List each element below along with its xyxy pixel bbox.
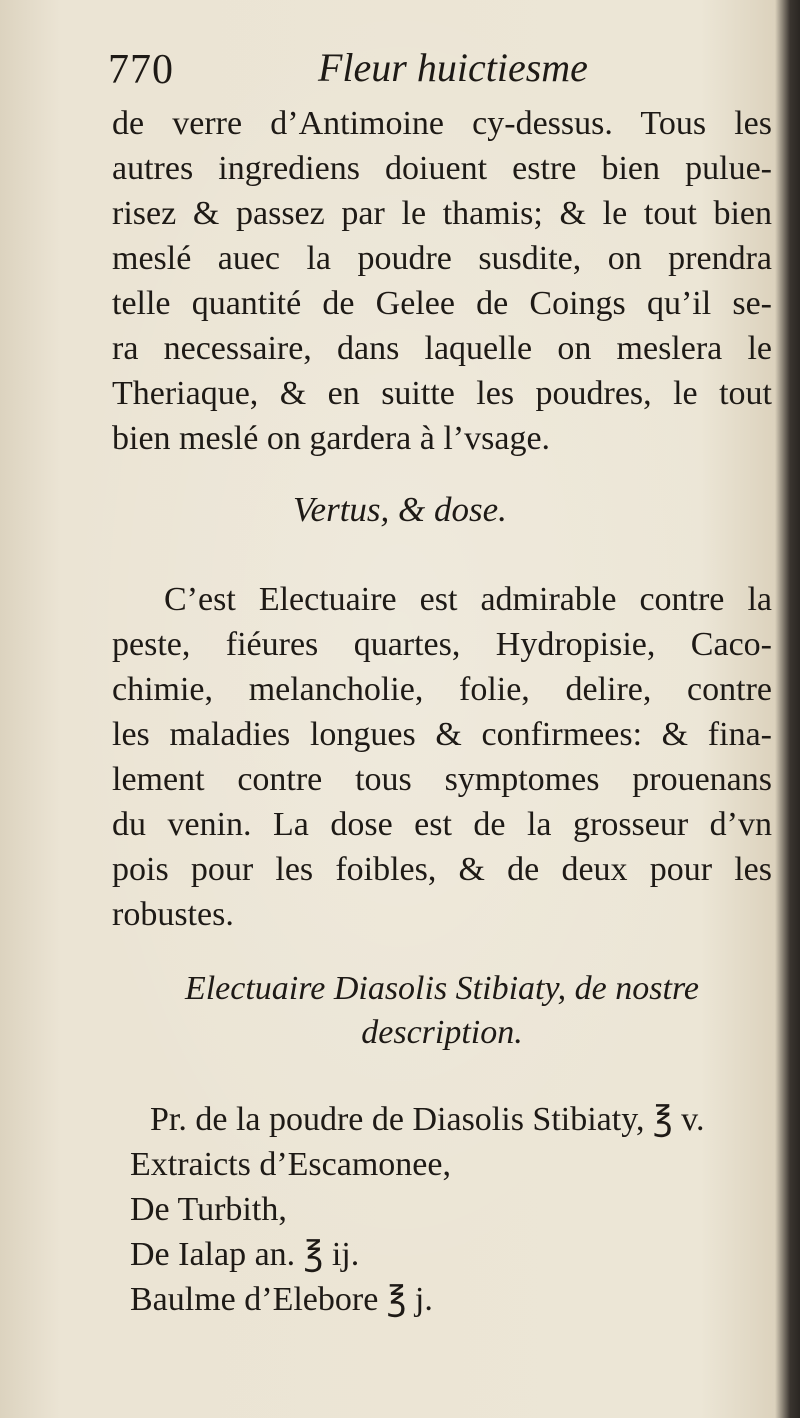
text-line: chimie, melancholie, folie, delire, contre	[112, 671, 772, 708]
text-line: C’est Electuaire est admirable contre la	[164, 581, 772, 618]
recipe-item: De Ialap an. ℥ ij.	[130, 1236, 360, 1273]
text-line: risez & passez par le thamis; & le tout bien	[112, 195, 772, 232]
text-line: lement contre tous symptomes prouenans	[112, 761, 772, 798]
text-line: autres ingrediens doiuent estre bien pulue-	[112, 150, 772, 187]
text-line: meslé auec la poudre susdite, on prendra	[112, 240, 772, 277]
running-head: Fleur huictiesme	[318, 45, 588, 90]
text-line: ra necessaire, dans laquelle on meslera le	[112, 330, 772, 367]
text-line: Theriaque, & en suitte les poudres, le tout	[112, 375, 772, 412]
paragraph-preparation	[112, 101, 772, 461]
recipe-item: Pr. de la poudre de Diasolis Stibiaty, ℥ v.	[150, 1101, 705, 1138]
text-line: peste, fiéures quartes, Hydropisie, Caco-	[112, 626, 772, 663]
page-number: 770	[108, 47, 174, 93]
text-line: de verre d’Antimoine cy-dessus. Tous les	[112, 105, 772, 142]
text-line: du venin. La dose est de la grosseur d’vn	[112, 806, 772, 843]
text-line: bien meslé on gardera à l’vsage.	[112, 420, 551, 457]
recipe-item: Baulme d’Elebore ℥ j.	[130, 1281, 433, 1318]
section-title-electuaire: Electuaire Diasolis Stibiaty, de nostre	[184, 970, 700, 1007]
recipe-list	[130, 1097, 770, 1322]
section-title-vertus: Vertus, & dose.	[293, 490, 507, 529]
section-title-electuaire-cont: description.	[361, 1014, 523, 1051]
text-line: pois pour les foibles, & de deux pour les	[112, 851, 772, 888]
recipe-item: De Turbith,	[130, 1191, 287, 1228]
paragraph-vertus	[112, 577, 772, 937]
text-line: telle quantité de Gelee de Coings qu’il se-	[112, 285, 772, 322]
text-line: robustes.	[112, 896, 234, 933]
page-header	[108, 40, 768, 96]
text-line: les maladies longues & confirmees: & fina-	[112, 716, 772, 753]
recipe-item: Extraicts d’Escamonee,	[130, 1146, 451, 1183]
